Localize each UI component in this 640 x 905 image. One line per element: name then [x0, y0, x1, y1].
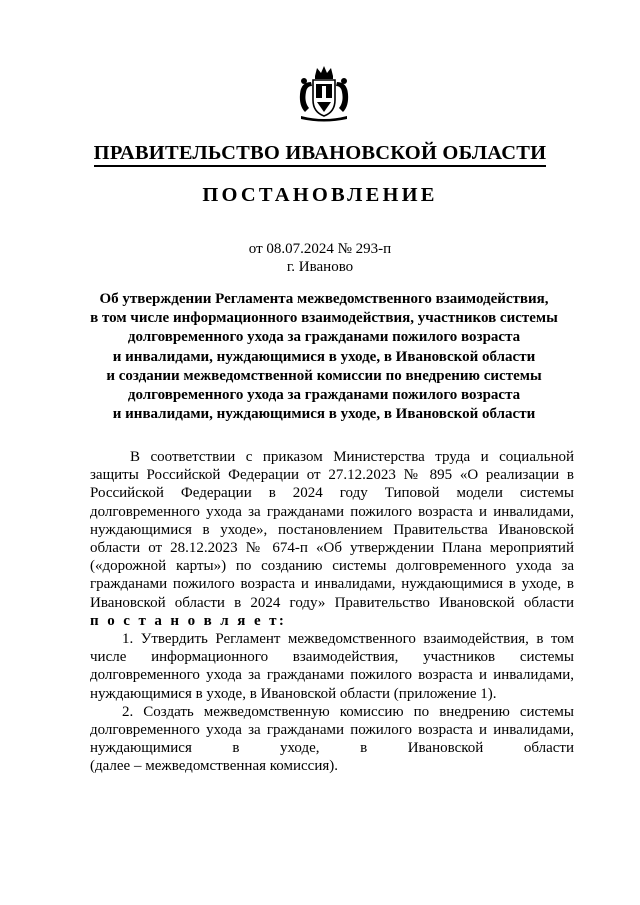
document-body [90, 448, 574, 776]
document-title [60, 290, 588, 424]
coat-of-arms-emblem [293, 64, 355, 122]
item-2-line: 2. Создать межведомственную комиссию по внедрению системы [122, 703, 574, 720]
item-2-line: долговременного ухода за гражданами пожилого возраста и инвалидами, [90, 722, 574, 739]
preamble-line: Ивановской области в 2024 году» Правительство Ивановской области [90, 594, 574, 611]
preamble-line: нуждающимися в уходе», постановлением Правительства Ивановской [90, 521, 574, 538]
city: г. Иваново [286, 259, 354, 275]
preamble-line: Российской Федерации в 2024 году Типовой модели системы [90, 485, 574, 502]
item-1-line: долговременного ухода за гражданами пожилого возраста и инвалидами, [90, 667, 574, 684]
preamble-line: («дорожной карты») по созданию системы долговременного ухода за [90, 558, 574, 575]
title-line: в том числе информационного взаимодействия, участников системы [90, 310, 558, 327]
preamble-line: гражданами пожилого возраста и инвалидами, нуждающимися в уходе, в [90, 576, 574, 593]
date-number: от 08.07.2024 № 293-п [248, 241, 392, 257]
preamble-line: долговременного ухода за гражданами пожилого возраста и инвалидами, [90, 503, 574, 520]
title-line: Об утверждении Регламента межведомственного взаимодействия, [99, 291, 549, 307]
preamble-line: области от 28.12.2023 № 674-п «Об утверждении Плана мероприятий [90, 540, 574, 557]
organization-heading [0, 142, 640, 165]
title-line: долговременного ухода за гражданами пожилого возраста [127, 329, 521, 346]
resolves-word: п о с т а н о в л я е т: [90, 612, 287, 629]
item-1-line: нуждающимися в уходе, в Ивановской области (приложение 1). [90, 685, 497, 702]
organization-name: ПРАВИТЕЛЬСТВО ИВАНОВСКОЙ ОБЛАСТИ [94, 142, 547, 167]
item-2-line: (далее – межведомственная комиссия). [90, 758, 338, 775]
preamble-line: защиты Российской Федерации от 27.12.2023 № 895 «О реализации в [90, 467, 574, 484]
item-1-line: числе информационного взаимодействия, участников системы [90, 649, 574, 666]
preamble-line: В соответствии с приказом Министерства труда и социальной [130, 449, 574, 465]
title-line: и создании межведомственной комиссии по внедрению системы [106, 367, 542, 384]
document-type-heading: ПОСТАНОВЛЕНИЕ [202, 184, 438, 206]
title-line: и инвалидами, нуждающимися в уходе, в Ивановской области [112, 406, 536, 423]
item-1-line: 1. Утвердить Регламент межведомственного взаимодействия, в том [122, 631, 574, 648]
title-line: и инвалидами, нуждающимися в уходе, в Ивановской области [112, 348, 536, 365]
title-line: долговременного ухода за гражданами пожилого возраста [127, 387, 521, 404]
item-2-line: нуждающимися в уходе, в Ивановской области [90, 740, 574, 757]
